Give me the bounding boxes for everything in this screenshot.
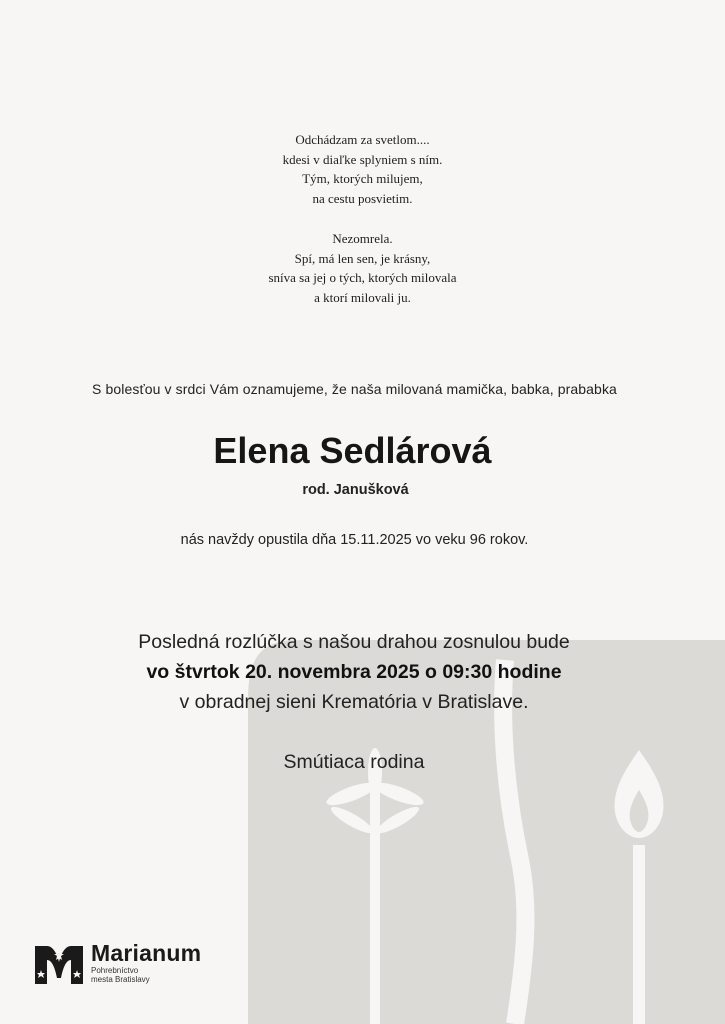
- poem-line: kdesi v diaľke splyniem s ním.: [282, 151, 443, 167]
- poem-line: Nezomrela.: [332, 231, 393, 246]
- poem-line: na cestu posvietim.: [312, 190, 413, 206]
- farewell-datetime: vo štvrtok 20. novembra 2025 o 09:30 hodine: [146, 661, 562, 683]
- maiden-name: rod. Janušková: [302, 482, 409, 498]
- death-info: nás navždy opustila dňa 15.11.2025 vo veku 96 rokov.: [180, 532, 529, 548]
- logo-subtitle-1: Pohrebníctvo: [91, 966, 139, 975]
- poem-line: a ktorí milovali ju.: [314, 289, 411, 305]
- poem-line: Odchádzam za svetlom....: [295, 132, 430, 147]
- farewell-location: v obradnej sieni Krematória v Bratislave.: [179, 691, 529, 713]
- farewell-line-1: Posledná rozlúčka s našou drahou zosnulou bude: [138, 631, 570, 653]
- poem-stanza-1: [0, 130, 725, 208]
- poem-line: sníva sa jej o tých, ktorých milovala: [268, 270, 457, 285]
- flower-stem: [370, 790, 380, 1024]
- poem-stanza-2: [0, 229, 725, 307]
- announcement-text: S bolesťou v srdci Vám oznamujeme, že naša milovaná mamička, babka, prababka: [92, 381, 617, 397]
- poem-line: Tým, ktorých milujem,: [302, 171, 423, 186]
- logo-text: [91, 940, 201, 984]
- candle-stick: [633, 845, 645, 1024]
- logo-subtitle-2: mesta Bratislavy: [91, 975, 150, 984]
- marianum-logo-icon: [33, 940, 85, 988]
- family-signature: Smútiaca rodina: [283, 751, 425, 773]
- marianum-logo: [33, 940, 201, 988]
- logo-title: Marianum: [91, 940, 202, 966]
- poem-line: Spí, má len sen, je krásny,: [294, 250, 431, 266]
- deceased-name: Elena Sedlárová: [213, 430, 492, 471]
